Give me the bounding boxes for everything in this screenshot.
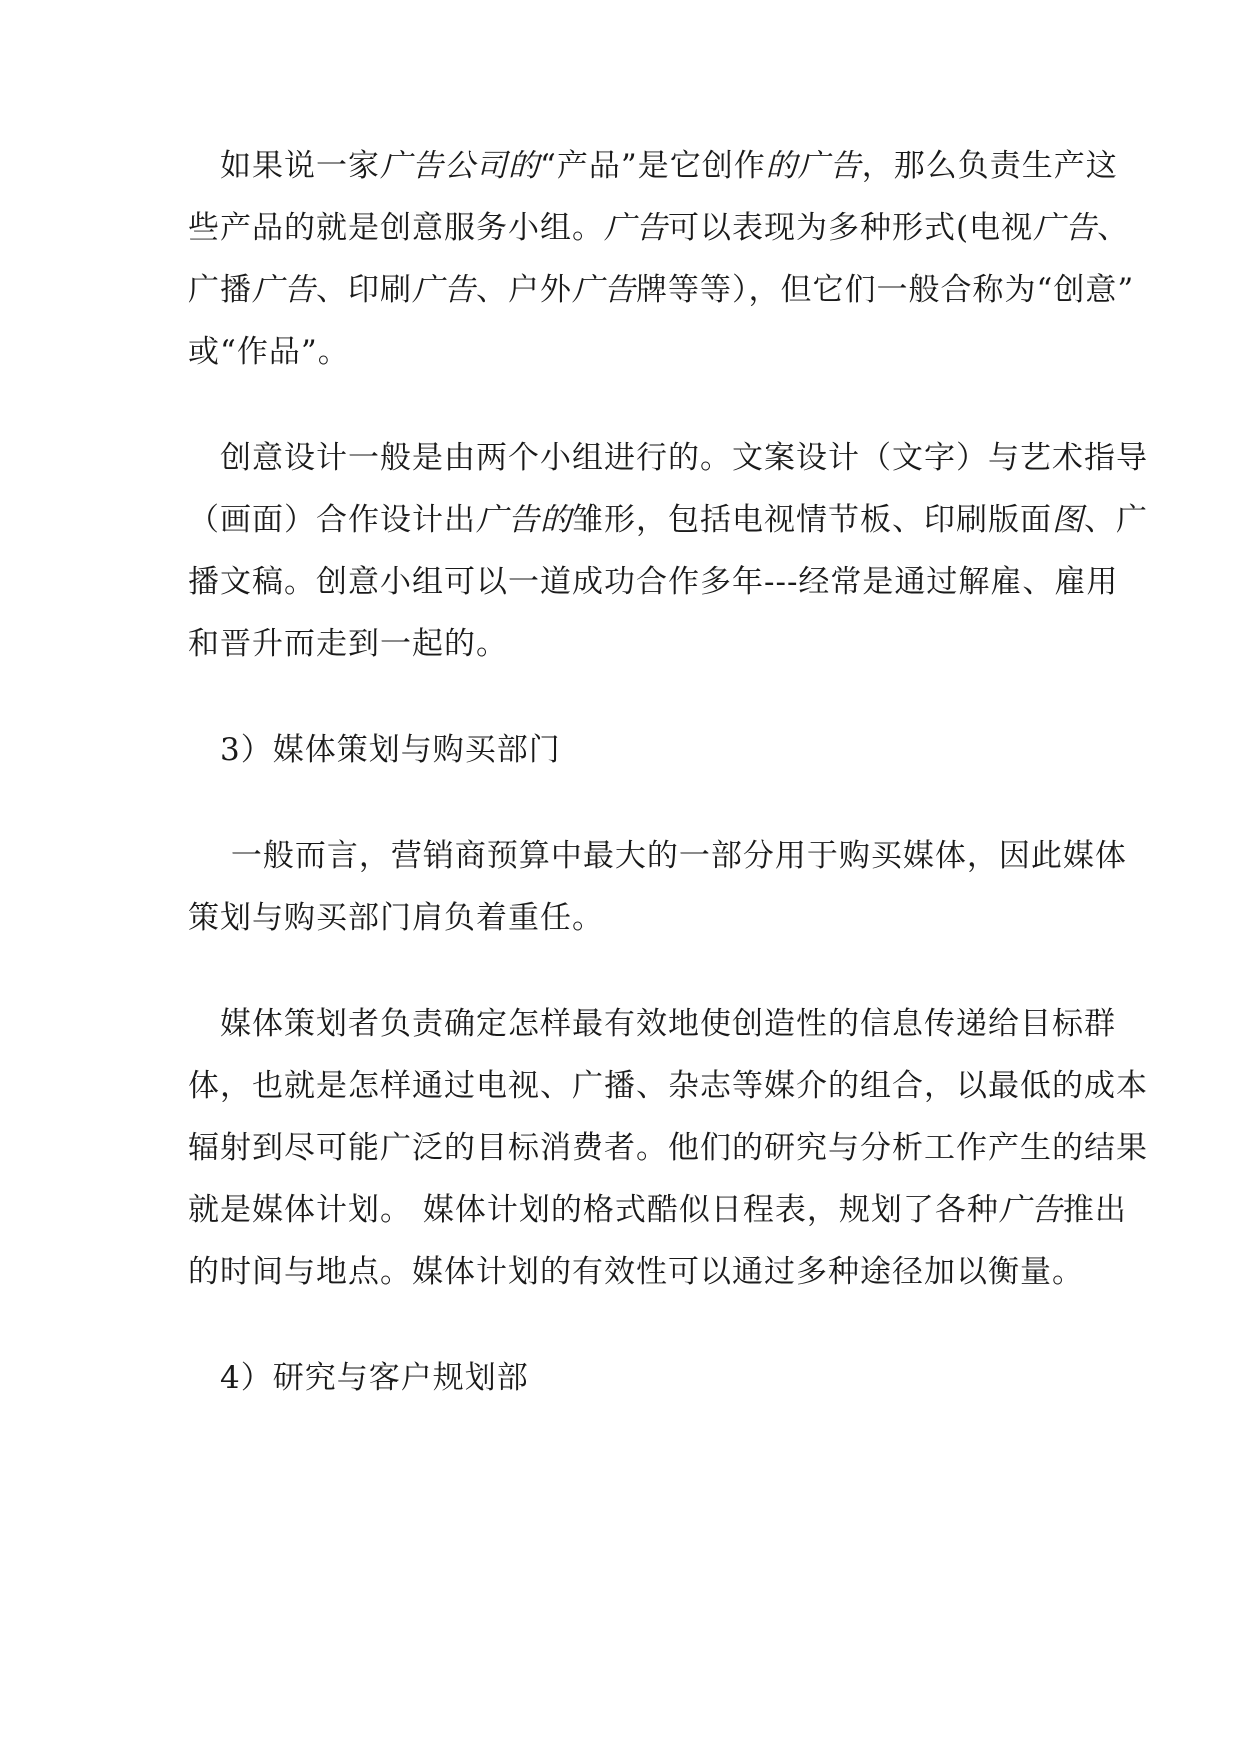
text-run-italic: 广告公司的 [380, 148, 540, 184]
text-run: 、 [1097, 210, 1130, 246]
paragraph-2-line-1 [188, 440, 1148, 476]
text-run: 创意设计一般是由两个小组进行的。文案设计（文字）与艺术指导 [188, 440, 1148, 476]
text-run: 辐射到尽可能广泛的目标消费者。他们的研究与分析工作产生的结果 [188, 1130, 1148, 1166]
text-run: 广播 [188, 272, 252, 308]
text-run-italic: 广告 [1033, 210, 1098, 246]
paragraph-2-line-4 [188, 626, 1068, 662]
text-run: 、户外 [476, 272, 572, 308]
text-run: 雏形，包括电视情节板、印刷版面 [572, 502, 1052, 538]
text-run-italic: 广告 [412, 272, 476, 308]
paragraph-1-line-1 [188, 148, 1118, 184]
paragraph-4-line-4 [188, 1192, 1127, 1228]
text-run-italic: 广告 [604, 210, 668, 246]
text-run: 推出 [1062, 1192, 1127, 1228]
text-run-italic: 的广告 [765, 148, 862, 184]
text-run: 策划与购买部门肩负着重任。 [188, 900, 604, 936]
text-run: 体，也就是怎样通过电视、广播、杂志等媒介的组合，以最低的成本 [188, 1068, 1148, 1104]
text-run: 或“作品”。 [188, 334, 350, 370]
text-run: 3）媒体策划与购买部门 [188, 732, 561, 768]
paragraph-3-line-2 [188, 900, 1068, 936]
text-run: 4）研究与客户规划部 [188, 1360, 529, 1396]
paragraph-3-line-1 [188, 838, 1127, 874]
text-run: “产品”是它创作 [540, 148, 766, 184]
text-run: 些产品的就是创意服务小组。 [188, 210, 604, 246]
paragraph-4-line-2 [188, 1068, 1148, 1104]
paragraph-1-line-2 [188, 210, 1130, 246]
text-run: 和晋升而走到一起的。 [188, 626, 508, 662]
text-run: 如果说一家 [188, 148, 380, 184]
text-run: ，那么负责生产这 [861, 148, 1118, 184]
text-run-italic: 广告 [998, 1192, 1063, 1228]
section-heading-3 [188, 732, 1068, 768]
text-run: 的时间与地点。媒体计划的有效性可以通过多种途径加以衡量。 [188, 1254, 1084, 1290]
paragraph-1-line-4 [188, 334, 1068, 370]
paragraph-2-line-3 [188, 564, 1119, 600]
text-run: 一般而言，营销商预算中最大的一部分用于购买媒体，因此媒体 [188, 838, 1127, 874]
section-heading-4 [188, 1360, 1068, 1396]
paragraph-1-line-3 [188, 272, 1135, 308]
paragraph-4-line-3 [188, 1130, 1148, 1166]
text-run: 、印刷 [316, 272, 412, 308]
paragraph-2-line-2 [188, 502, 1148, 538]
text-run-italic: 广告的 [476, 502, 572, 538]
text-run-italic: 广告 [252, 272, 316, 308]
text-run: （画面）合作设计出 [188, 502, 476, 538]
text-run-italic: 图 [1052, 502, 1084, 538]
paragraph-4-line-1 [188, 1006, 1116, 1042]
text-run: 可以表现为多种形式(电视 [668, 210, 1034, 246]
text-run: 就是媒体计划。 媒体计划的格式酷似日程表，规划了各种 [188, 1192, 999, 1228]
text-run-italic: 广告 [572, 272, 636, 308]
text-run: 媒体策划者负责确定怎样最有效地使创造性的信息传递给目标群 [188, 1006, 1116, 1042]
text-run: 、广 [1084, 502, 1148, 538]
text-run: 播文稿。创意小组可以一道成功合作多年---经常是通过解雇、雇用 [188, 564, 1119, 600]
paragraph-4-line-5 [188, 1254, 1084, 1290]
text-run: 牌等等），但它们一般合称为“创意” [636, 272, 1135, 308]
